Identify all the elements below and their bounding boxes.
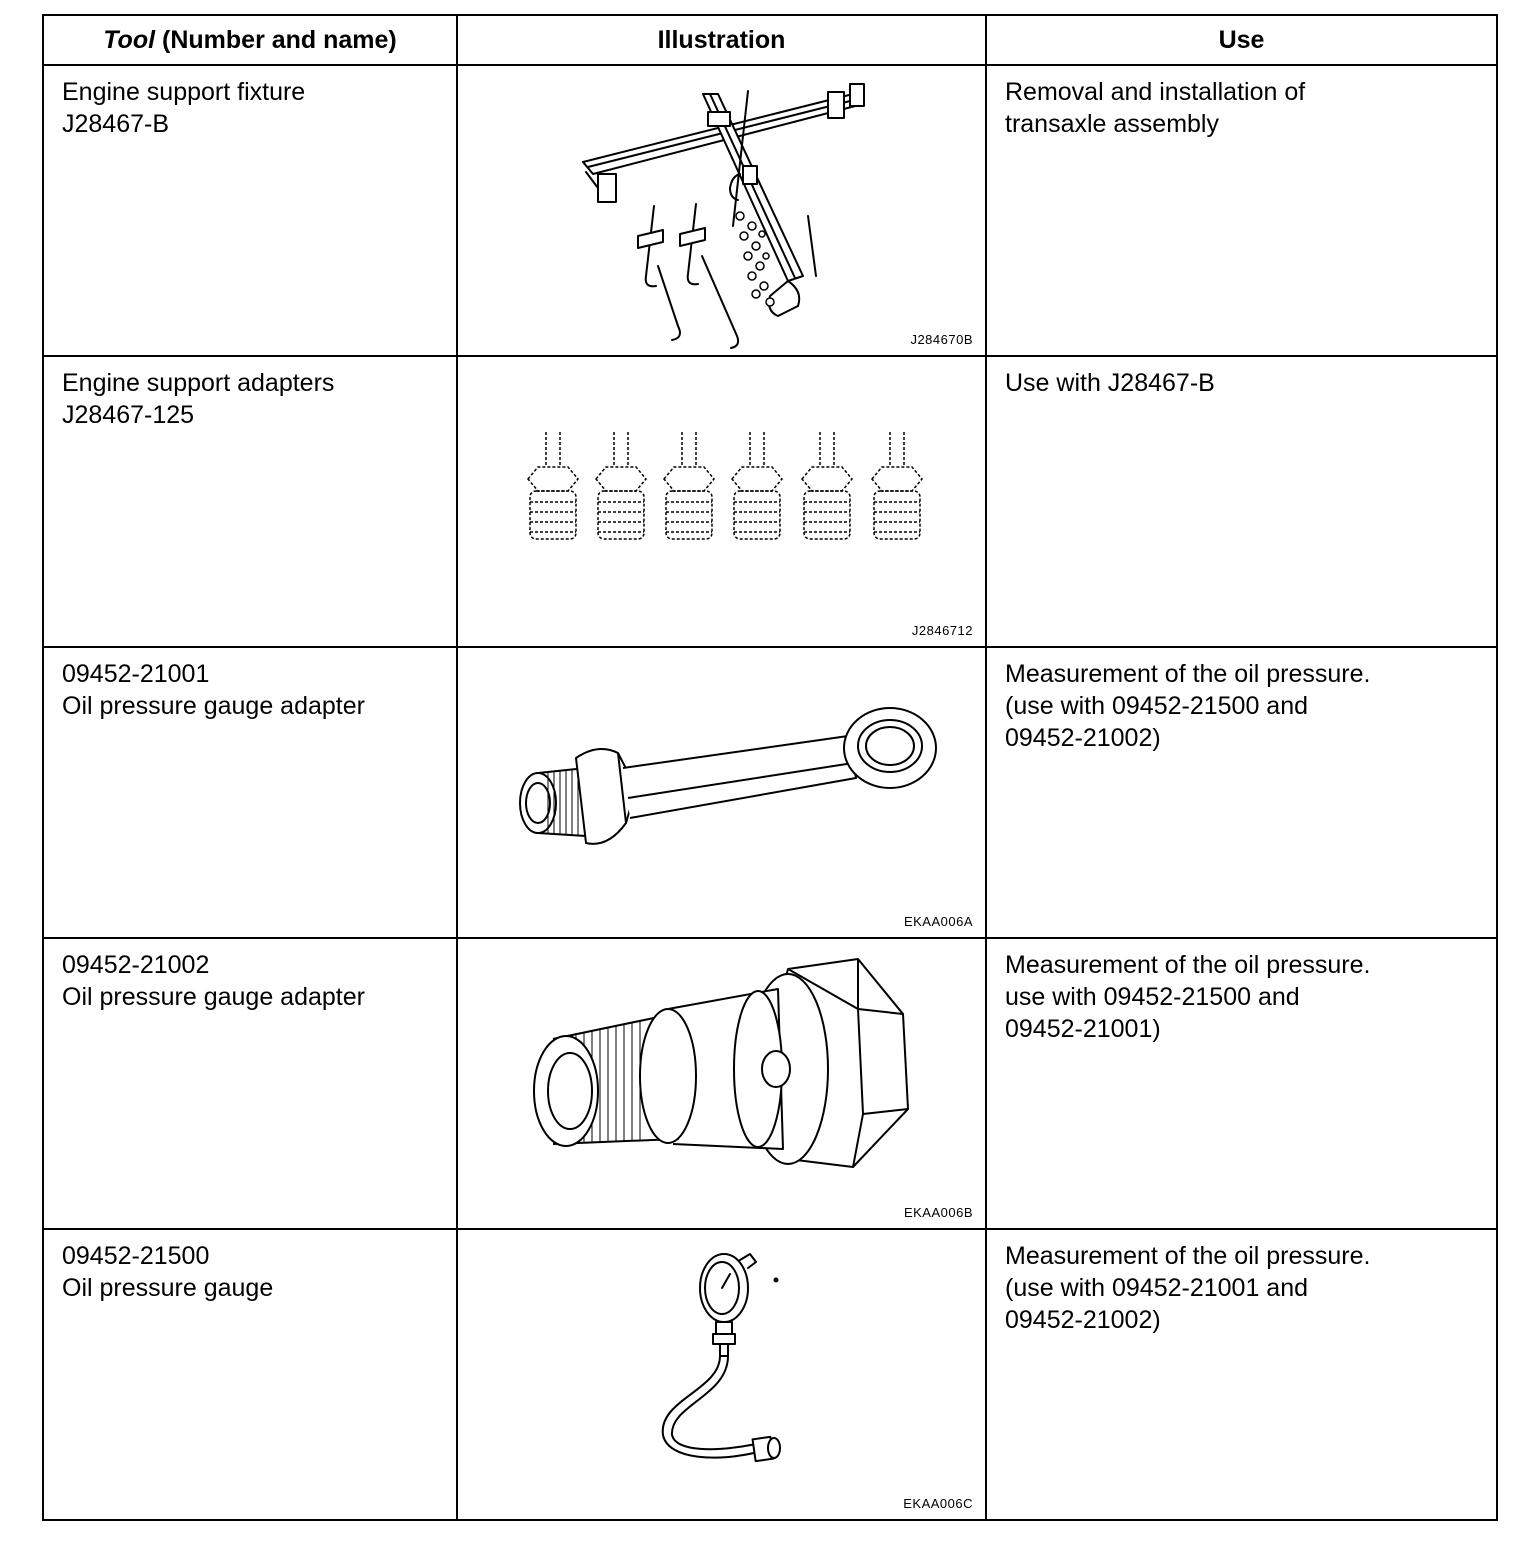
use-line: (use with 09452-21001 and <box>1005 1274 1309 1302</box>
illustration-code: J2846712 <box>911 623 973 638</box>
use-line: Removal and installation of <box>1005 78 1306 106</box>
tool-cell <box>43 356 457 647</box>
illustration-cell <box>457 647 986 938</box>
table-row <box>43 647 1497 938</box>
table-row <box>43 1229 1497 1520</box>
tool-name: Oil pressure gauge adapter <box>62 692 365 720</box>
tool-name: Engine support adapters <box>62 369 335 397</box>
use-line: 09452-21001) <box>1005 1015 1161 1043</box>
tool-number: 09452-21500 <box>62 1242 210 1270</box>
tool-name: Engine support fixture <box>62 78 306 106</box>
tool-cell <box>43 65 457 356</box>
tool-cell <box>43 1229 457 1520</box>
illustration-cell <box>457 1229 986 1520</box>
banjo-bolt-illustration <box>458 939 985 1228</box>
use-line: 09452-21002) <box>1005 724 1161 752</box>
tool-name: Oil pressure gauge adapter <box>62 983 365 1011</box>
header-illustration: Illustration <box>457 15 986 65</box>
use-line: Measurement of the oil pressure. <box>1005 660 1371 688</box>
tool-number: J28467-B <box>62 110 170 138</box>
header-tool <box>43 15 457 65</box>
illustration-code: J284670B <box>910 332 973 347</box>
illustration-code: EKAA006A <box>903 914 973 929</box>
tool-cell <box>43 647 457 938</box>
use-cell <box>986 938 1497 1229</box>
use-line: Measurement of the oil pressure. <box>1005 951 1371 979</box>
use-line: (use with 09452-21500 and <box>1005 692 1309 720</box>
table-row <box>43 938 1497 1229</box>
illustration-code: EKAA006B <box>903 1205 973 1220</box>
header-row <box>43 15 1497 65</box>
use-line: 09452-21002) <box>1005 1306 1161 1334</box>
tool-number: J28467-125 <box>62 401 195 429</box>
tool-name: Oil pressure gauge <box>62 1274 274 1302</box>
use-line: Use with J28467-B <box>1005 369 1215 397</box>
header-tool-prefix: Tool <box>103 25 156 54</box>
header-tool-rest: (Number and name) <box>155 25 397 54</box>
use-cell <box>986 356 1497 647</box>
header-use: Use <box>986 15 1497 65</box>
table-row <box>43 65 1497 356</box>
use-cell <box>986 647 1497 938</box>
tool-number: 09452-21002 <box>62 951 210 979</box>
illustration-cell <box>457 356 986 647</box>
tool-number: 09452-21001 <box>62 660 210 688</box>
table-row <box>43 356 1497 647</box>
illustration-cell <box>457 65 986 356</box>
oil-pressure-gauge-illustration <box>458 1230 985 1519</box>
illustration-code: EKAA006C <box>903 1496 973 1511</box>
engine-support-adapters-illustration <box>458 357 985 646</box>
special-tools-table <box>42 14 1498 1521</box>
use-line: Measurement of the oil pressure. <box>1005 1242 1371 1270</box>
use-cell <box>986 1229 1497 1520</box>
use-cell <box>986 65 1497 356</box>
use-line: transaxle assembly <box>1005 110 1219 138</box>
illustration-cell <box>457 938 986 1229</box>
engine-support-fixture-illustration <box>458 66 985 355</box>
banjo-adapter-illustration <box>458 648 985 937</box>
tool-cell <box>43 938 457 1229</box>
use-line: use with 09452-21500 and <box>1005 983 1300 1011</box>
